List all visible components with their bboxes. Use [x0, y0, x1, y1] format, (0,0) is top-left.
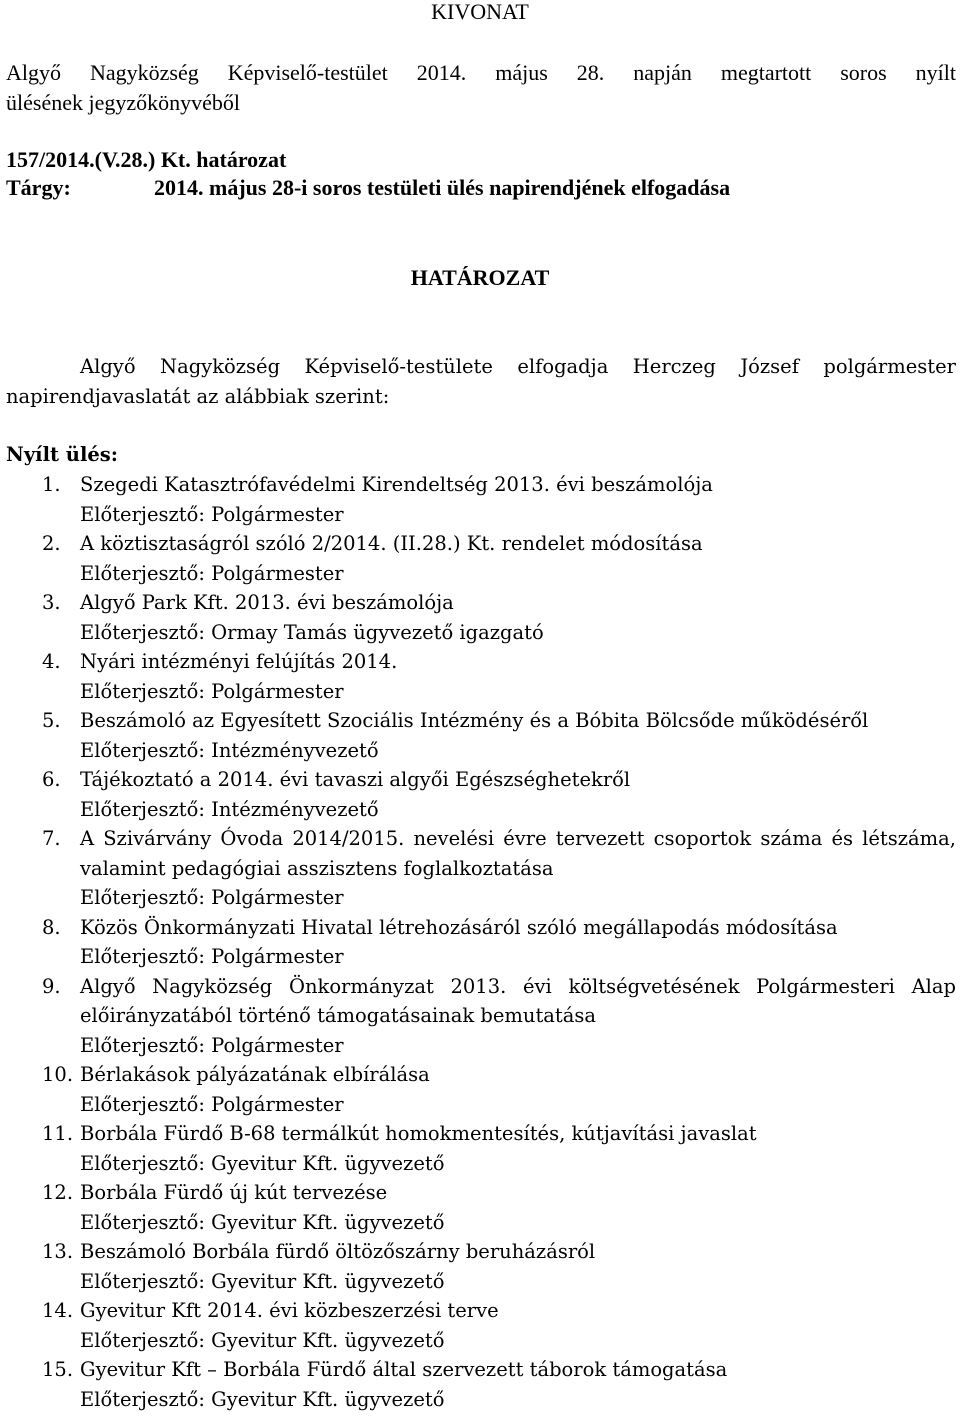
item-number: 10.	[42, 1063, 74, 1086]
item-number: 1.	[42, 473, 61, 496]
document-title: KIVONAT	[431, 0, 529, 24]
item-title: Gyevitur Kft 2014. évi közbeszerzési terve	[80, 1299, 499, 1322]
item-number: 15.	[42, 1358, 74, 1381]
list-item	[6, 1237, 956, 1296]
item-title: Szegedi Katasztrófavédelmi Kirendeltség 2013. évi beszámolója	[80, 473, 713, 496]
item-number: 9.	[42, 974, 61, 998]
item-title: Bérlakások pályázatának elbírálása	[80, 1063, 430, 1086]
item-title: A Szivárvány Óvoda 2014/2015. nevelési évre tervezett csoportok száma és létszáma, valamint pedagógiai asszisztens foglalkoztatása	[80, 827, 956, 880]
list-item	[6, 1296, 956, 1355]
subject-row	[6, 174, 956, 202]
item-presenter: Előterjesztő: Ormay Tamás ügyvezető igazgató	[80, 620, 544, 644]
resolution-paragraph	[6, 352, 956, 412]
item-presenter: Előterjesztő: Gyevitur Kft. ügyvezető	[80, 1387, 445, 1411]
item-number: 11.	[42, 1122, 74, 1145]
item-number: 7.	[42, 827, 61, 850]
list-item	[6, 647, 956, 706]
item-title: Tájékoztató a 2014. évi tavaszi algyői Egészséghetekről	[80, 768, 631, 791]
item-presenter: Előterjesztő: Polgármester	[80, 679, 344, 703]
list-item	[6, 706, 956, 765]
list-item	[6, 529, 956, 588]
item-number: 8.	[42, 915, 61, 939]
list-item	[6, 1178, 956, 1237]
agenda-list	[6, 470, 956, 1414]
item-presenter: Előterjesztő: Polgármester	[80, 561, 344, 585]
item-presenter: Előterjesztő: Polgármester	[80, 502, 344, 526]
item-presenter: Előterjesztő: Gyevitur Kft. ügyvezető	[80, 1328, 445, 1352]
intro-line-2: ülésének jegyzőkönyvéből	[6, 90, 240, 115]
item-number: 3.	[42, 591, 61, 614]
resolution-line-1: Algyő Nagyközség Képviselő-testülete elfogadja Herczeg József polgármester	[80, 355, 956, 378]
item-presenter: Előterjesztő: Gyevitur Kft. ügyvezető	[80, 1151, 445, 1175]
item-title: Borbála Fürdő új kút tervezése	[80, 1181, 388, 1204]
item-number: 6.	[42, 768, 61, 791]
item-presenter: Előterjesztő: Polgármester	[80, 945, 344, 968]
subject-text: 2014. május 28-i soros testületi ülés napirendjének elfogadása	[154, 175, 731, 200]
intro-paragraph	[6, 58, 956, 118]
subject-label: Tárgy:	[6, 175, 71, 200]
item-presenter: Előterjesztő: Polgármester	[80, 1033, 344, 1057]
item-number: 13.	[42, 1240, 74, 1263]
item-number: 12.	[42, 1181, 74, 1204]
item-title: Nyári intézményi felújítás 2014.	[80, 650, 398, 673]
item-presenter: Előterjesztő: Gyevitur Kft. ügyvezető	[80, 1210, 445, 1234]
list-item	[6, 1119, 956, 1178]
item-number: 4.	[42, 650, 61, 673]
item-title: Gyevitur Kft – Borbála Fürdő által szervezett táborok támogatása	[80, 1358, 728, 1381]
item-title: Közös Önkormányzati Hivatal létrehozásáról szóló megállapodás módosítása	[80, 915, 838, 939]
item-number: 5.	[42, 709, 61, 732]
item-title: Beszámoló az Egyesített Szociális Intézmény és a Bóbita Bölcsőde működéséről	[80, 709, 869, 732]
item-title: Beszámoló Borbála fürdő öltözőszárny beruházásról	[80, 1240, 596, 1263]
decision-number: 157/2014.(V.28.) Kt. határozat	[6, 147, 287, 172]
list-item	[6, 765, 956, 824]
intro-line-1: Algyő Nagyközség Képviselő-testület 2014. május 28. napján megtartott soros nyílt	[6, 60, 956, 85]
item-presenter: Előterjesztő: Polgármester	[80, 1092, 344, 1116]
list-item	[6, 470, 956, 529]
list-item	[6, 824, 956, 913]
list-item	[6, 1355, 956, 1414]
item-title: Borbála Fürdő B-68 termálkút homokmentesítés, kútjavítási javaslat	[80, 1122, 757, 1145]
list-item	[6, 588, 956, 647]
item-presenter: Előterjesztő: Gyevitur Kft. ügyvezető	[80, 1269, 445, 1293]
resolution-heading: HATÁROZAT	[410, 265, 550, 290]
item-title: A köztisztaságról szóló 2/2014. (II.28.) Kt. rendelet módosítása	[80, 532, 703, 555]
item-presenter: Előterjesztő: Polgármester	[80, 886, 344, 909]
item-number: 14.	[42, 1299, 74, 1322]
resolution-line-2: napirendjavaslatát az alábbiak szerint:	[6, 385, 390, 408]
list-item	[6, 1060, 956, 1119]
item-presenter: Előterjesztő: Intézményvezető	[80, 797, 379, 821]
item-number: 2.	[42, 532, 61, 555]
item-presenter: Előterjesztő: Intézményvezető	[80, 738, 379, 762]
item-title: Algyő Park Kft. 2013. évi beszámolója	[80, 591, 454, 614]
item-title: Algyő Nagyközség Önkormányzat 2013. évi költségvetésének Polgármesteri Alap előirányzatából történő támogatásainak bemutatása	[80, 974, 956, 1027]
list-item	[6, 913, 956, 972]
session-label: Nyílt ülés:	[6, 443, 118, 466]
list-item	[6, 972, 956, 1061]
